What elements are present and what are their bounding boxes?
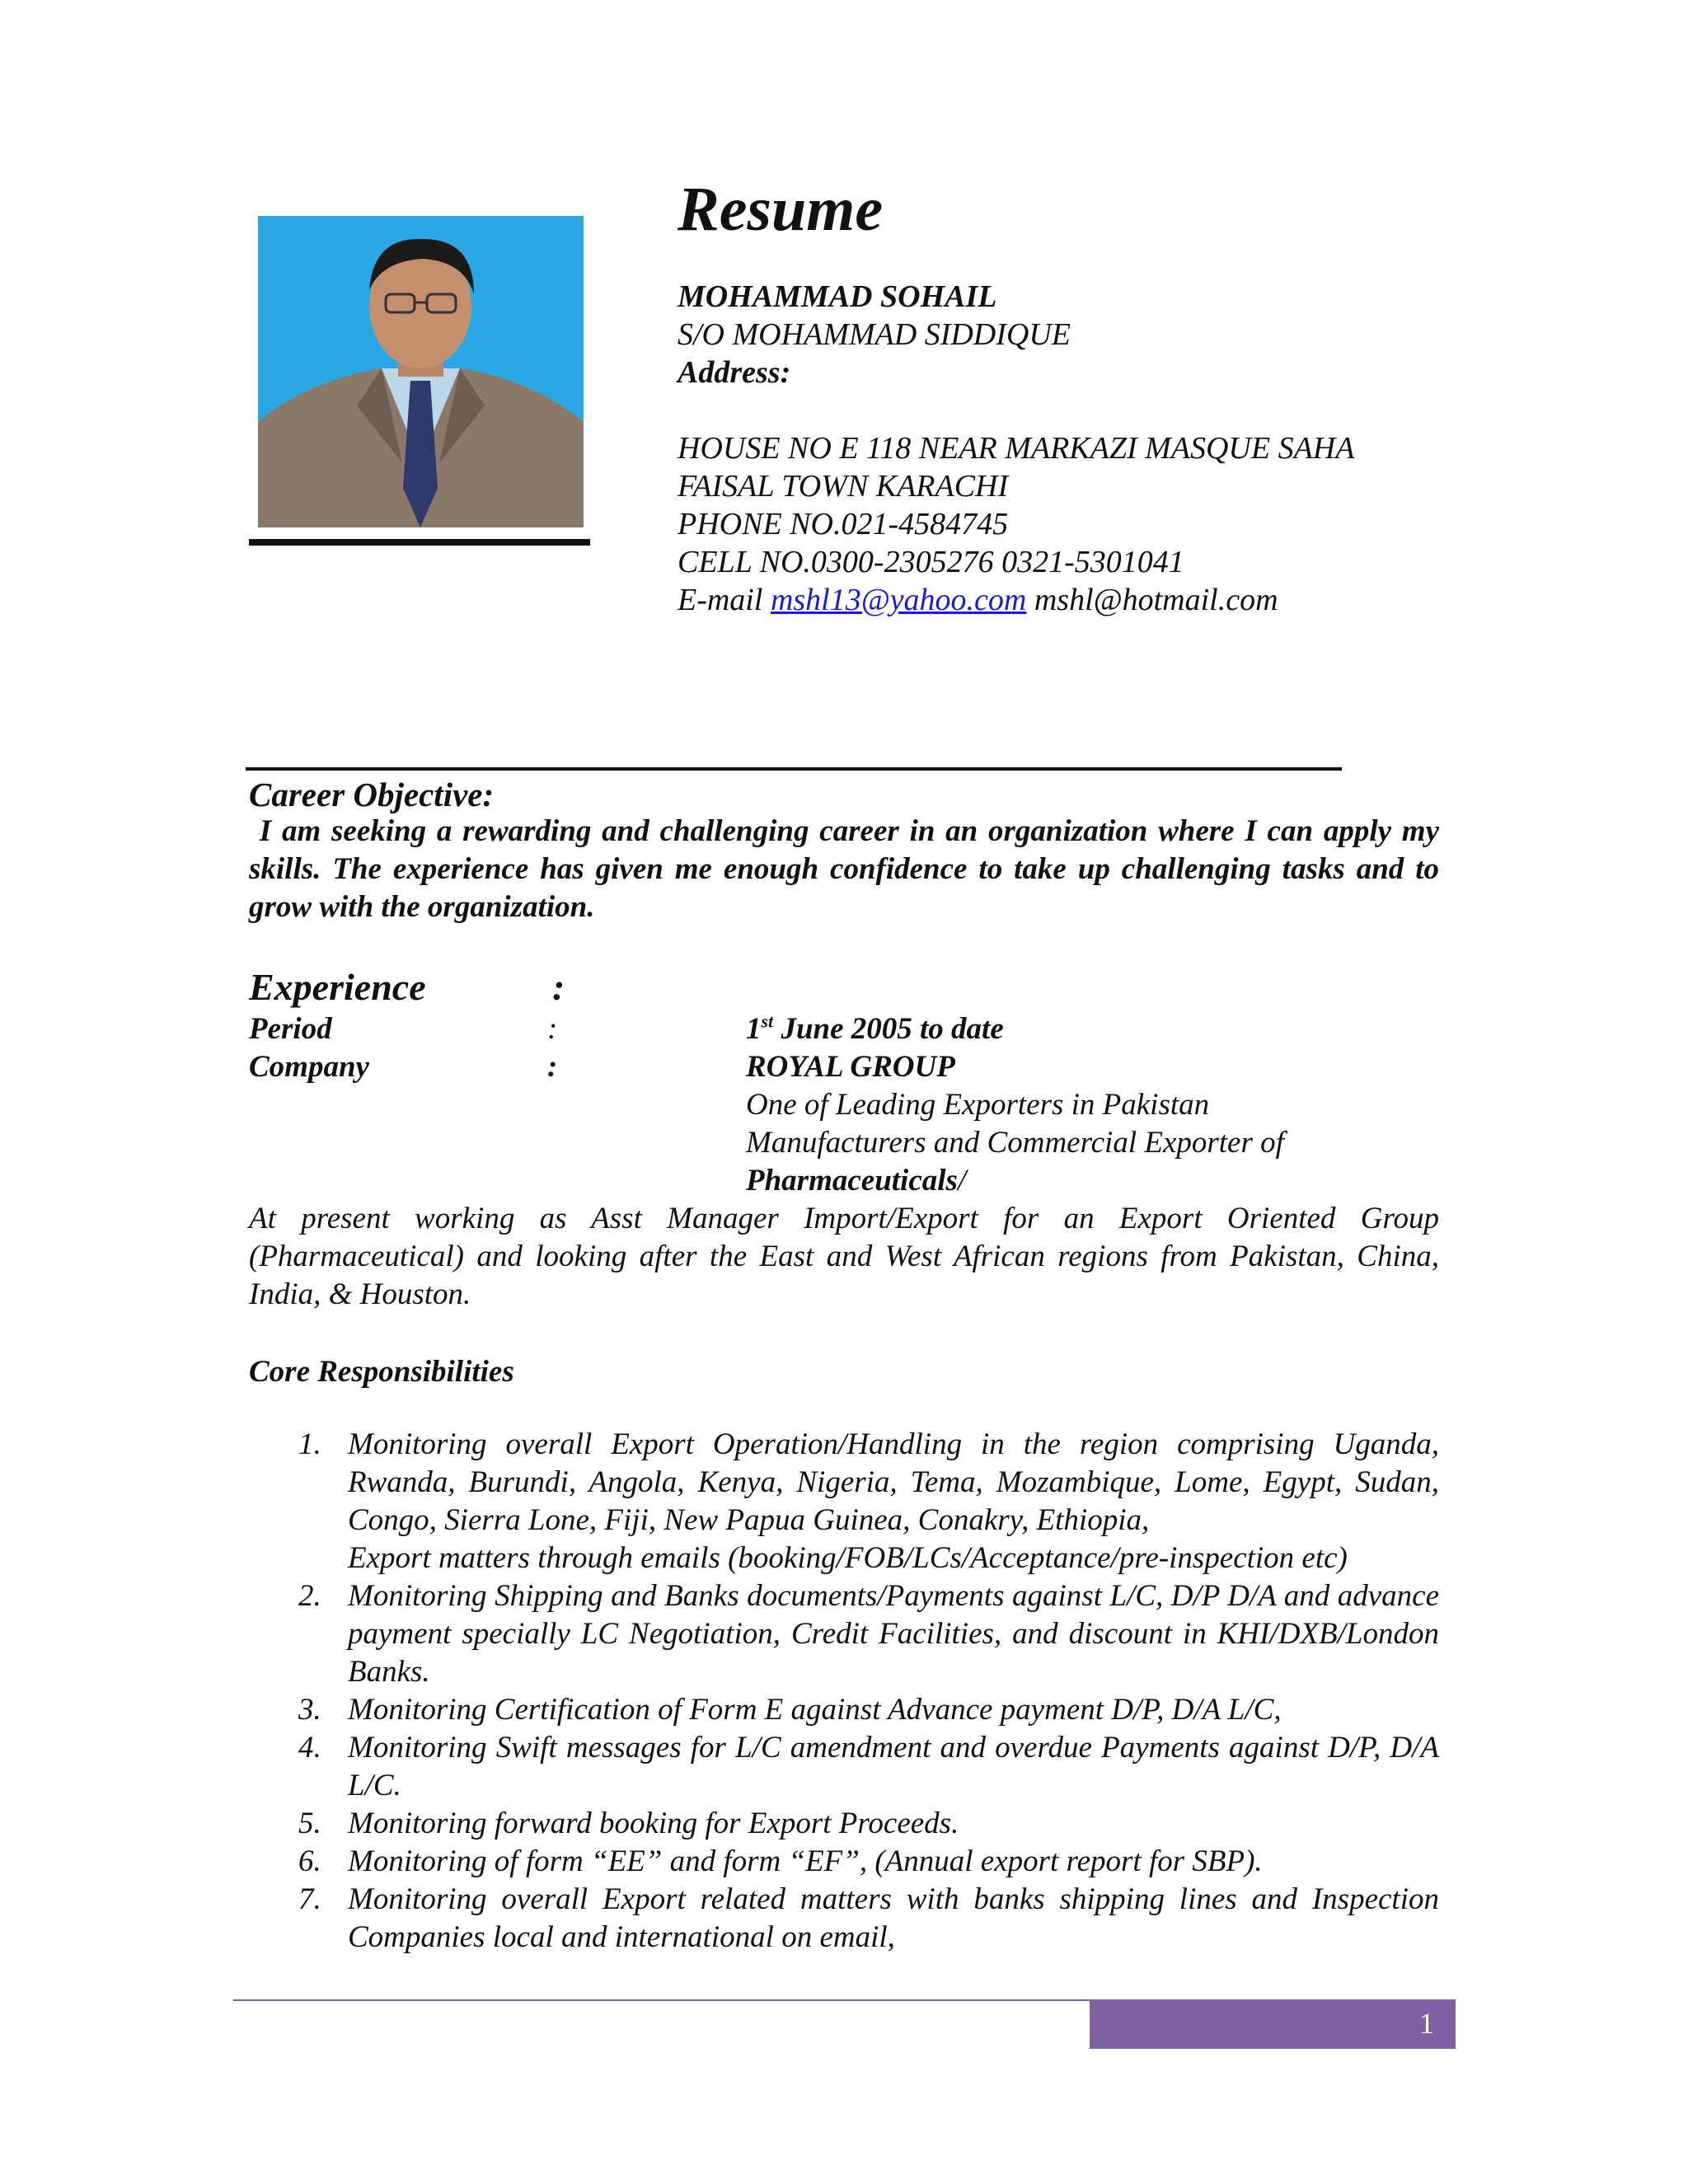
list-item — [249, 1881, 1439, 1957]
career-objective-heading: Career Objective: — [249, 776, 495, 813]
candidate-parent: S/O MOHAMMAD SIDDIQUE — [678, 317, 1071, 352]
list-item — [249, 1426, 1439, 1577]
company-colon: : — [547, 1050, 558, 1084]
email-label: E-mail — [678, 583, 763, 617]
core-responsibilities-heading: Core Responsibilities — [249, 1355, 514, 1389]
list-item-extra: Export matters through emails (booking/FOB/LCs/Acceptance/pre-inspection etc) — [348, 1541, 1348, 1575]
list-item-text: Monitoring Swift messages for L/C amendment and overdue Payments against D/P, D/A L/C. — [348, 1731, 1439, 1802]
document-title: Resume — [678, 175, 884, 244]
period-rest: June 2005 to date — [773, 1012, 1004, 1046]
photo-underline — [249, 539, 590, 546]
period-day: 1 — [746, 1012, 762, 1046]
list-item — [249, 1729, 1439, 1805]
list-item-text: Monitoring Shipping and Banks documents/Payments against L/C, D/P D/A and advance payment specially LC Negotiation, Credit Facilities, and discount in KHI/DXB/London Banks. — [348, 1579, 1439, 1689]
person-portrait-icon — [258, 216, 584, 527]
career-objective-text — [249, 813, 1439, 926]
company-description-2: Manufacturers and Commercial Exporter of — [746, 1126, 1284, 1160]
experience-heading: Experience — [249, 966, 426, 1008]
list-item-number: 6. — [298, 1844, 321, 1878]
list-item — [249, 1805, 1439, 1843]
footer-page-box — [1090, 1999, 1456, 2049]
address-label: Address: — [678, 355, 791, 390]
cell-number: CELL NO.0300-2305276 0321-5301041 — [678, 545, 1184, 579]
list-item-number: 5. — [298, 1807, 321, 1840]
list-item-number: 1. — [298, 1427, 321, 1461]
experience-summary: At present working as Asst Manager Import/Export for an Export Oriented Group (Pharmaceutical) and looking after the East and West African regions from Pakistan, China, India, & Houston. — [249, 1202, 1439, 1311]
list-item-text: Monitoring Certification of Form E against Advance payment D/P, D/A L/C, — [348, 1693, 1282, 1727]
list-item — [249, 1577, 1439, 1691]
profile-photo — [258, 216, 584, 527]
email-secondary: mshl@hotmail.com — [1034, 583, 1278, 617]
list-item — [249, 1691, 1439, 1729]
section-divider — [246, 767, 1342, 771]
candidate-name: MOHAMMAD SOHAIL — [678, 279, 997, 314]
list-item-text: Monitoring overall Export related matters with banks shipping lines and Inspection Companies local and international on email, — [348, 1882, 1439, 1954]
career-objective-body: I am seeking a rewarding and challenging career in an organization where I can apply my skills. The experience has given me enough confidence to take up challenging tasks and to grow with the organization. — [249, 814, 1439, 924]
page-number: 1 — [1419, 2007, 1434, 2040]
responsibilities-list — [249, 1426, 1439, 1957]
list-item-number: 4. — [298, 1731, 321, 1765]
company-label: Company — [249, 1050, 369, 1084]
period-day-suffix: st — [761, 1010, 774, 1032]
company-description-1: One of Leading Exporters in Pakistan — [746, 1088, 1210, 1122]
period-colon: : — [547, 1012, 558, 1046]
list-item-text: Monitoring overall Export Operation/Handling in the region comprising Uganda, Rwanda, Burundi, Angola, Kenya, Nigeria, Tema, Mozambique, Lome, Egypt, Sudan, Congo, Sierra Lone, Fiji, New Papua Guinea, Conakry, Ethiopia, — [348, 1427, 1439, 1537]
company-description-3 — [746, 1162, 966, 1200]
experience-colon: : — [552, 966, 565, 1008]
address-line-2: FAISAL TOWN KARACHI — [678, 469, 1009, 504]
list-item — [249, 1843, 1439, 1881]
list-item-text: Monitoring of form “EE” and form “EF”, (Annual export report for SBP). — [348, 1844, 1263, 1878]
list-item-text: Monitoring forward booking for Export Proceeds. — [348, 1807, 959, 1840]
company-industry-tail: / — [957, 1164, 967, 1197]
email-line — [678, 581, 1278, 619]
company-name: ROYAL GROUP — [746, 1050, 955, 1084]
address-line-1: HOUSE NO E 118 NEAR MARKAZI MASQUE SAHA — [678, 431, 1355, 466]
list-item-number: 7. — [298, 1882, 321, 1916]
period-value — [746, 1010, 1004, 1048]
email-link[interactable]: mshl13@yahoo.com — [770, 583, 1027, 617]
company-industry: Pharmaceuticals — [746, 1164, 958, 1197]
list-item-number: 2. — [298, 1579, 321, 1613]
phone-number: PHONE NO.021-4584745 — [678, 507, 1009, 541]
period-label: Period — [249, 1012, 332, 1046]
list-item-number: 3. — [298, 1693, 321, 1727]
